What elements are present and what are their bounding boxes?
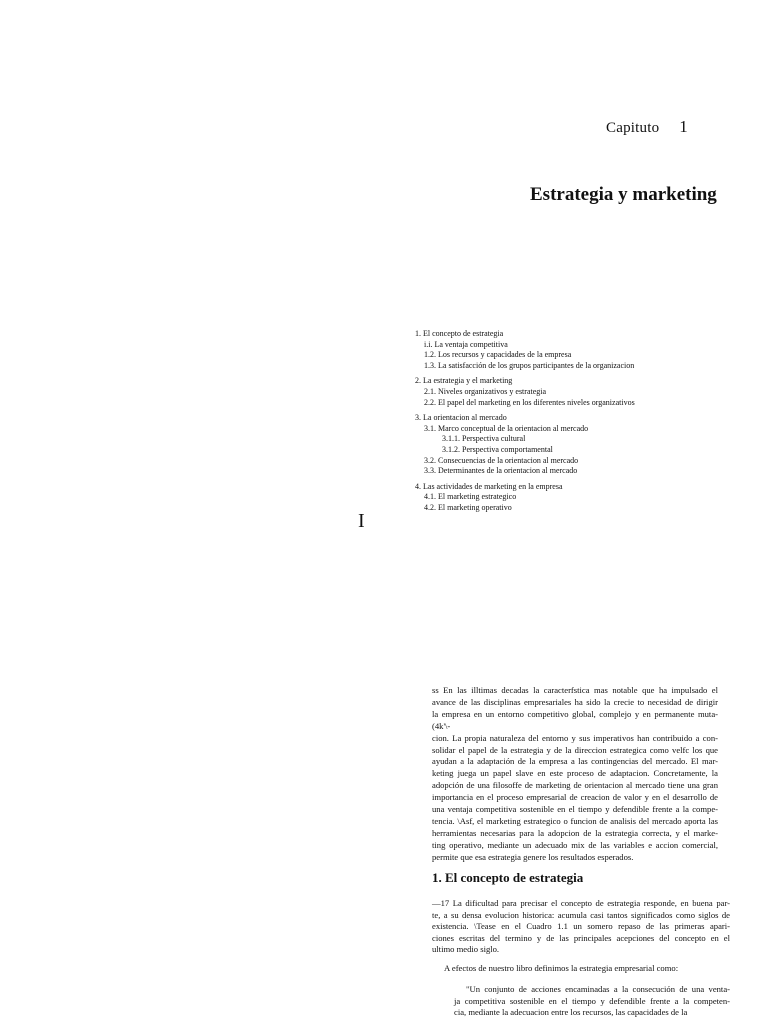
text-line: avance de las disciplinas empresariales ha sido la crecie to necesidad de dirigir bbox=[432, 696, 718, 707]
chapter-word: Capituto bbox=[606, 120, 660, 136]
text-line: adopción de una filosoffe de marketing de orientacion al mercado tiene una gran bbox=[432, 780, 718, 791]
chapter-title: Estrategia y marketing bbox=[530, 184, 717, 205]
toc-item: i.i. La ventaja competitiva bbox=[424, 339, 508, 349]
text-line: —17 La dificultad para precisar el concepto de estrategia responde, en buena par- bbox=[432, 898, 730, 908]
toc-item: 3.2. Consecuencias de la orientacion al mercado bbox=[424, 455, 579, 465]
text-line: herramientas necesarias para la adopcion de la estrategia correcta, y el marke- bbox=[432, 827, 718, 838]
toc-item: 3.1.1. Perspectiva cultural bbox=[442, 434, 526, 444]
text-line: te, a su densa evolucion historica: acumula casi tantos significados como siglos de bbox=[432, 909, 730, 920]
text-line: keting juega un papel slave en este proceso de adaptacion. Concretamente, la bbox=[432, 768, 718, 779]
text-line: permite que esa estrategia genere los resultados esperados. bbox=[432, 851, 634, 862]
text-line: existencia. \Tease en el Cuadro 1.1 un somero repaso de las primeras apari- bbox=[432, 921, 730, 932]
decorative-initial: I bbox=[358, 510, 365, 532]
text-line: ayudan a la adaptación de la empresa a las contingencias del mercado. El mar- bbox=[432, 756, 718, 767]
toc-item: 3. La orientacion al mercado bbox=[415, 413, 507, 423]
toc-item: 3.3. Determinantes de la orientacion al mercado bbox=[424, 466, 578, 476]
text-line: solidar el papel de la estrategia y de la direccion estrategica como velfc los que bbox=[432, 744, 718, 755]
toc-item: 2. La estrategia y el marketing bbox=[415, 376, 513, 386]
intro-paragraph bbox=[432, 685, 718, 864]
toc-item: 4.1. El marketing estrategico bbox=[424, 492, 517, 502]
text-line: una ventaja competitiva sostenible en el tiempo y defendible frente a la compe- bbox=[432, 804, 718, 815]
table-of-contents bbox=[415, 329, 715, 514]
text-line: "Un conjunto de acciones encaminadas a la consecución de una venta- bbox=[466, 984, 730, 994]
definition-quote bbox=[454, 984, 730, 1019]
text-line: importancia en el proceso empresarial de creacion de valor y en el desarrollo de bbox=[432, 792, 718, 803]
chapter-number: 1 bbox=[679, 117, 688, 136]
toc-item: 2.1. Niveles organizativos y estrategia bbox=[424, 386, 547, 396]
text-line: ja competitiva sostenible en el tiempo y defendible frente a la competen- bbox=[454, 995, 730, 1006]
toc-item: 4.2. El marketing operativo bbox=[424, 502, 512, 512]
section-paragraph-1 bbox=[432, 898, 730, 956]
text-line: ting operativo, mediante un adecuado mix de las variables e accion comercial, bbox=[432, 839, 718, 850]
toc-item: 1.2. Los recursos y capacidades de la empresa bbox=[424, 350, 572, 360]
chapter-label bbox=[606, 117, 688, 137]
text-line: ultimo medio siglo. bbox=[432, 944, 500, 955]
toc-item: 2.2. El papel del marketing en los diferentes niveles organizativos bbox=[424, 397, 635, 407]
toc-item: 1.3. La satisfacción de los grupos participantes de la organizacion bbox=[424, 360, 635, 370]
toc-item: 4. Las actividades de marketing en la empresa bbox=[415, 481, 563, 491]
toc-item: 3.1. Marco conceptual de la orientacion al mercado bbox=[424, 423, 589, 433]
section-paragraph-2: A efectos de nuestro libro definimos la estrategia empresarial como: bbox=[444, 963, 679, 973]
toc-item: 1. El concepto de estrategia bbox=[415, 329, 504, 338]
text-line: tencia. \Asf, el marketing estrategico o funcion de analisis del mercado aporta las bbox=[432, 815, 718, 826]
text-line: ciones escritas del termino y de las principales acepciones del concepto en el bbox=[432, 932, 730, 943]
toc-item: 3.1.2. Perspectiva comportamental bbox=[442, 444, 553, 454]
text-line: cia, mediante la adecuacion entre los recursos, las capacidades de la bbox=[454, 1007, 688, 1018]
text-line: la empresa en un entorno competitivo global, complejo y en permanente muta- (4k'\- bbox=[432, 708, 718, 731]
text-line: ss En las illtimas decadas la caracterfstica mas notable que ha impulsado el bbox=[432, 685, 718, 695]
text-line: cion. La propia naturaleza del entorno y sus imperativos han contribuido a con- bbox=[432, 732, 718, 743]
section-heading: 1. El concepto de estrategia bbox=[432, 870, 584, 885]
